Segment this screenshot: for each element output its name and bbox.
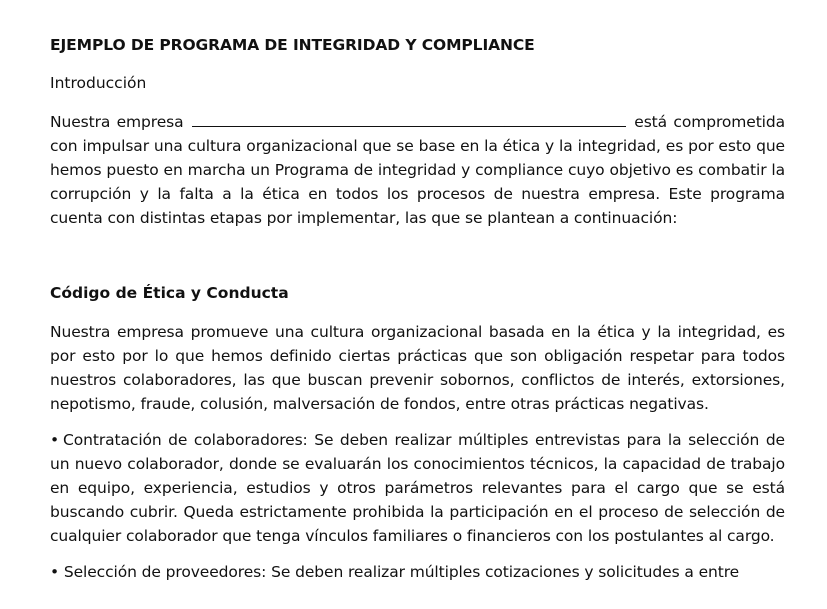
spacer: [50, 230, 785, 282]
document-title: EJEMPLO DE PROGRAMA DE INTEGRIDAD Y COMPLIANCE: [50, 36, 535, 54]
bullet-icon: •: [50, 431, 60, 449]
intro-body: está comprometida con impulsar una cultura organizacional que se base en la ética y la integridad, es por esto que hemos puesto en marcha un Programa de integridad y compliance cuyo objetivo es combatir la corrupción y la falta a la ética en todos los procesos de nuestra empresa. Este programa cuenta con distintas etapas por implementar, las que se plantean a continuación:: [50, 113, 786, 227]
document-page: [50, 34, 786, 581]
intro-lead: Nuestra empresa: [50, 113, 184, 131]
spacer: [50, 416, 785, 428]
intro-label: Introducción: [50, 74, 147, 92]
company-name-blank: [192, 112, 626, 127]
section-heading: Código de Ética y Conducta: [50, 284, 289, 302]
spacer: [50, 548, 785, 560]
intro-paragraph: [50, 110, 785, 230]
bullet-item-text: Contratación de colaboradores: Se deben realizar múltiples entrevistas para la selección de un nuevo colaborador, donde se evaluarán los conocimientos técnicos, la capacidad de trabajo en equipo, experiencia, estudios y otros parámetros relevantes para el cargo que se está buscando cubrir. Queda estrictamente prohibida la participación en el proceso de selección de cualquier colaborador que tenga vínculos familiares o financieros con los postulantes al cargo.: [50, 431, 785, 545]
bullet-item: [50, 428, 785, 548]
bullet-item-partial: • Selección de proveedores: Se deben realizar múltiples cotizaciones y solicitudes a entre: [50, 563, 740, 581]
section-paragraph: Nuestra empresa promueve una cultura organizacional basada en la ética y la integridad, es por esto por lo que hemos definido ciertas prácticas que son obligación respetar para todos nuestros colaboradores, las que buscan prevenir sobornos, conflictos de interés, extorsiones, nepotismo, fraude, colusión, malversación de fondos, entre otras prácticas negativas.: [50, 323, 785, 413]
